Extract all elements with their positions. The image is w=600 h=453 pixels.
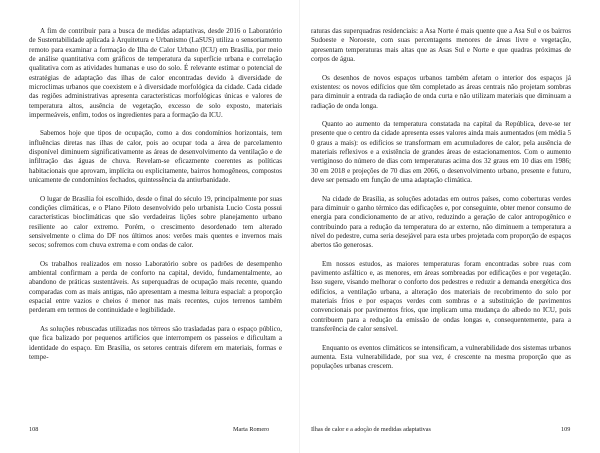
page-number: 108 [29, 426, 39, 433]
paragraph: Sabemos hoje que tipos de ocupação, como a dos condomínios horizontais, tem influências diretas nas ilhas de calor, pois ao ocupar toda a área de parcelamento disponível diminuem significativamente as áreas de desenvolvimento da ventilação e de infiltração das águas de chuva. Revelam-se eficazmente coerentes as políticas habitacionais que aprovam, implícita ou explicitamente, bairros homogêneos, compostos unicamente de condomínios fechados, quintessência da antiurbanidade. [29, 129, 282, 184]
running-head: Ilhas de calor e a adoção de medidas adaptativas [311, 426, 431, 433]
paragraph: raturas das superquadras residenciais: a Asa Norte é mais quente que a Asa Sul e os bairros Sudoeste e Noroeste, com suas percentagens menores de áreas livre e vegetação, apresentam temperaturas mais altas que as Asas Sul e Norte e que quadras próximas de corpos de água. [311, 27, 571, 63]
paragraph: Os desenhos de novos espaços urbanos também afetam o interior dos espaços já existentes: os novos edifícios que têm completado as áreas centrais não projetam sombras para diminuir a entrada da radiação de onda curta e não utilizam materiais que diminuam a radiação de onda longa. [311, 73, 571, 110]
left-page-body [29, 27, 282, 362]
paragraph: O lugar de Brasília foi escolhido, desde o final do século 19, principalmente por suas condições climáticas, e o Plano Piloto desenvolvido pelo urbanista Lucio Costa possui características bioclimáticas que são verdadeiras lições sobre planejamento urbano resiliente ao calor extremo. Porém, o crescimento desordenado tem alterado sensivelmente o clima do DF nos últimos anos: verões mais quentes e invernos mais secos; sofremos com chuva extrema e com ondas de calor. [29, 194, 282, 250]
paragraph: Na cidade de Brasília, as soluções adotadas em outros países, como coberturas verdes para diminuir o ganho térmico das edificações e, por conseguinte, obter menor consumo de energia para condicionamento de ar ativo, reduzindo a geração de calor antropogênico e contribuindo para a redução da temperatura do ar externo, não diminuem a temperatura a nível do pedestre, cuma seria desejável para esta urbes projetada com proporção de espaços abertos tão generosas. [311, 194, 571, 250]
running-head: Marta Romero [233, 426, 270, 433]
paragraph: Quanto ao aumento da temperatura constatada na capital da República, deve-se ter presente que o centro da cidade apresenta esses valores ainda mais aumentados (em média 5 0 graus a mais): os edifícios se transformam em acumuladores de calor, pela ausência de materiais reflexivos e a existência de grandes áreas de estacionamentos. Com o aumento vertiginoso do número de dias com temperaturas acima dos 32 graus em 10 dias em 1986; 30 em 2018 e projeções de 70 dias em 2066, o desenvolvimento urbano, presente e futuro, deve ser pensado em função de uma adaptação climática. [311, 120, 571, 184]
right-page [300, 0, 600, 453]
page-number: 109 [561, 426, 571, 433]
right-page-body [311, 27, 571, 372]
paragraph: As soluções rebuscadas utilizadas nos térreos são trasladadas para o espaço público, que fica balizado por pequenos artifícios que interrompem os passeios e dificultam a identidade do espaço. Em Brasília, os setores centrais diferem em materiais, formas e tempe- [29, 325, 282, 361]
paragraph: A fim de contribuir para a busca de medidas adaptativas, desde 2016 o Laboratório de Sustentabilidade aplicada à Arquitetura e Urbanismo (LaSUS) utiliza o sensoriamento remoto para examinar a formação de Ilha de Calor Urbano (ICU) em Brasília, por meio de análise quantitativa com gráficos de temperatura da superfície urbana e correlação qualitativa com as atividades humanas e uso do solo. É relevante estimar o potencial de estratégias de adaptação das ilhas de calor encontradas devido à diversidade de microclimas urbanos que coexistem e à diversidade morfológica da cidade. Cada cidade das regiões administrativas apresenta características morfológicas únicas e valores de temperatura altos, ausência de vegetação, excesso de solo exposto, materiais impermeáveis, enfim, todos os ingredientes para a formação da ICU. [29, 27, 282, 119]
paragraph: Os trabalhos realizados em nosso Laboratório sobre os padrões de desempenho ambiental confirmam a perda de conforto na capital, devido, fundamentalmente, ao abandono de práticas sustentáveis. As superquadras de ocupação mais recente, quando comparadas com as mais antigas, não apresentam a mesma leitura espacial: a proporção espacial entre vazios e cheios é menor nas mais recentes, cujos terrenos também perderam em termos de continuidade e legibilidade. [29, 259, 282, 315]
paragraph: Em nossos estudos, as maiores temperaturas foram encontradas sobre ruas com pavimento asfáltico e, as menores, em áreas sombreadas por edificações e por vegetação. Isso sugere, visando melhorar o conforto dos pedestres e reduzir a demanda energética dos edifícios, a ventilação urbana, a alteração dos materiais de recobrimento do solo por materiais frios e por espaços verdes com sombras e a substituição de pavimentos convencionais por pavimentos frios, que implicam uma mudança do albedo no ICU, pois contribuem para a redução da emissão de ondas longas e, consequentemente, para a transferência de calor sensível. [311, 259, 571, 333]
paragraph: Enquanto os eventos climáticos se intensificam, a vulnerabilidade dos sistemas urbanos aumenta. Esta vulnerabilidade, por sua vez, é crescente na mesma proporção que as populações urbanas crescem. [311, 343, 571, 371]
